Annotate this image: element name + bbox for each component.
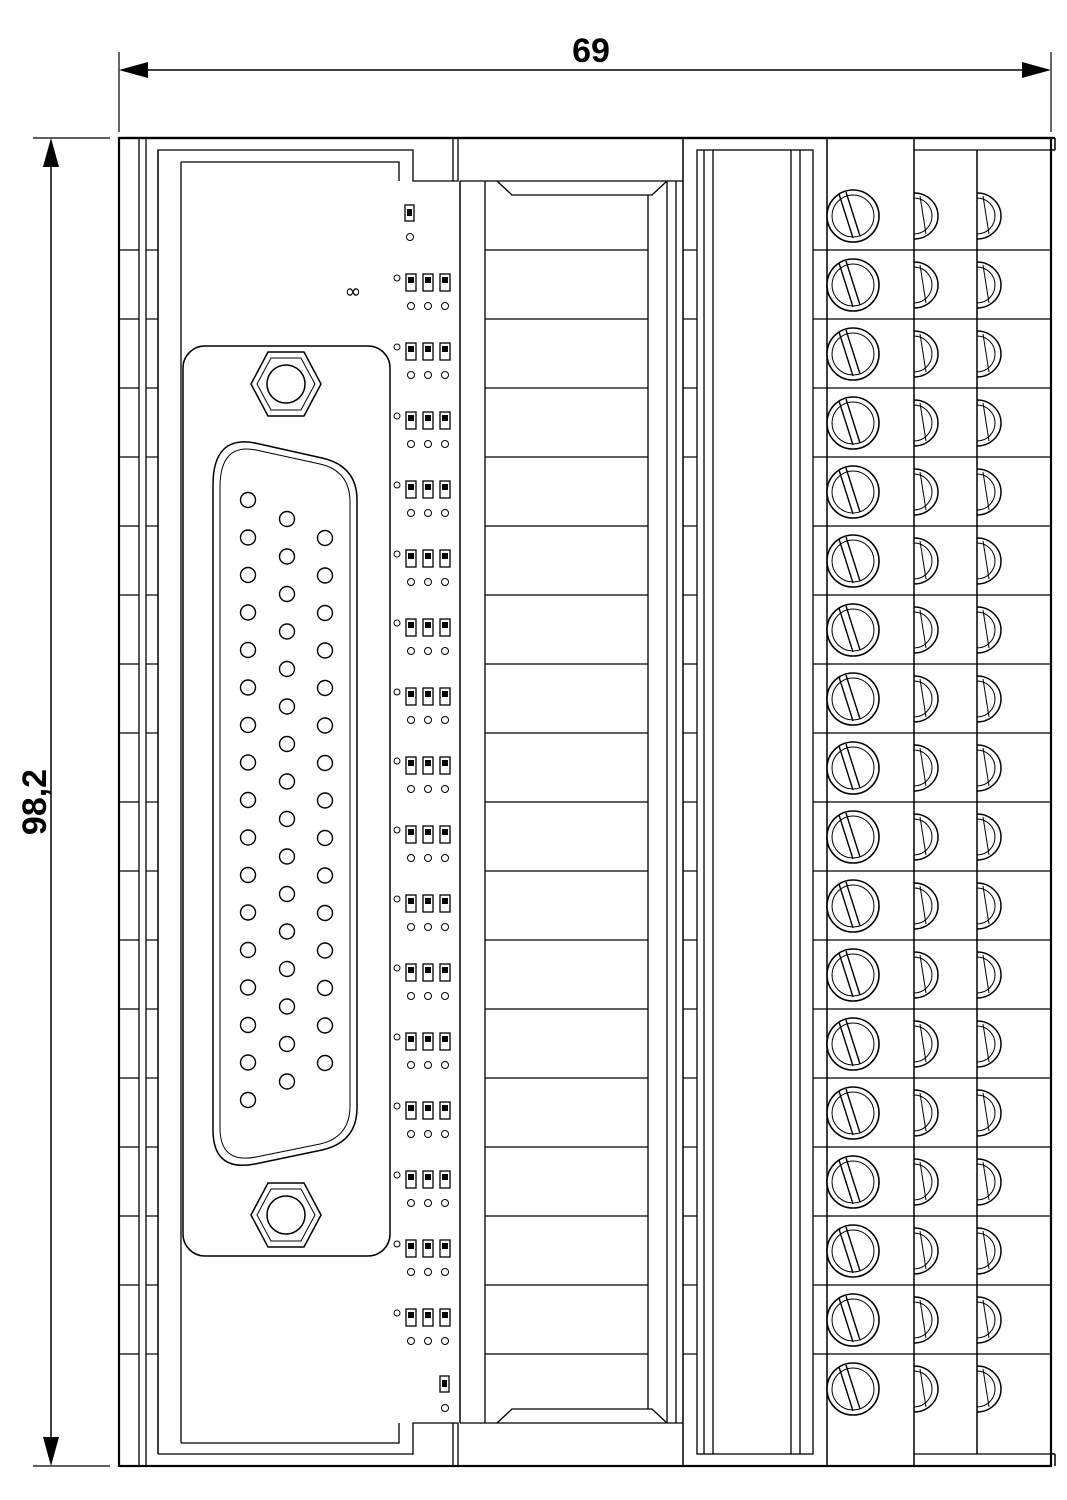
led-pad [425, 993, 432, 1000]
led-component-mark [425, 622, 431, 628]
led-group [394, 757, 450, 793]
led-component-mark [408, 691, 414, 697]
led-group [394, 1309, 450, 1345]
led-pad [442, 579, 449, 586]
led-component-mark [425, 484, 431, 490]
led-component-mark [442, 691, 448, 697]
led-pad-left [394, 827, 400, 833]
led-group [394, 964, 450, 1000]
led-pad [408, 441, 415, 448]
pcb-components [394, 205, 450, 1412]
led-component-mark [408, 1105, 414, 1111]
led-component-mark [408, 553, 414, 559]
dsub-pin [280, 1037, 295, 1052]
led-component-mark [442, 1036, 448, 1042]
dsub-pin [280, 737, 295, 752]
dsub-pin [241, 718, 256, 733]
led-pad [408, 993, 415, 1000]
led-component-mark [425, 1105, 431, 1111]
led-pad-left [394, 689, 400, 695]
led-pad [442, 1269, 449, 1276]
dsub-pin [318, 868, 333, 883]
led-component-mark [408, 622, 414, 628]
led-component-mark [442, 1174, 448, 1180]
led-component-mark [408, 1174, 414, 1180]
led-component-mark [408, 898, 414, 904]
led-pad [425, 855, 432, 862]
led-group [394, 688, 450, 724]
dsub-pin [241, 793, 256, 808]
dsub-pin [318, 793, 333, 808]
led-pad [425, 1131, 432, 1138]
led-component-mark [425, 1174, 431, 1180]
led-group [394, 619, 450, 655]
led-component-mark [408, 277, 414, 283]
led-pad [442, 1131, 449, 1138]
led-pad [408, 1131, 415, 1138]
led-pad-left [394, 965, 400, 971]
led-component-mark [425, 1243, 431, 1249]
led-pad [408, 372, 415, 379]
height-dimension [16, 138, 110, 1466]
led-pad-left [394, 896, 400, 902]
dsub-pin [241, 568, 256, 583]
led-component-mark [442, 1312, 448, 1318]
led-pad [408, 786, 415, 793]
dsub-pin [241, 530, 256, 545]
dsub-pin [280, 774, 295, 789]
led-pad-left [394, 551, 400, 557]
terminal-row-separators [119, 250, 1051, 1354]
led-pad [425, 786, 432, 793]
led-pad [425, 648, 432, 655]
led-component-mark [425, 553, 431, 559]
led-component-mark [408, 760, 414, 766]
dsub-pin [318, 981, 333, 996]
led-component-mark [425, 967, 431, 973]
led-component-mark [425, 760, 431, 766]
dsub-pin [280, 624, 295, 639]
dsub-pin [318, 531, 333, 546]
dsub-pin [280, 812, 295, 827]
led-pad [425, 717, 432, 724]
led-pad-left [394, 1034, 400, 1040]
width-label: 69 [572, 32, 610, 70]
pcb-label-symbol: ∞ [344, 279, 362, 303]
dsub-pin [241, 1093, 256, 1108]
led-component-mark [425, 415, 431, 421]
led-pad [425, 510, 432, 517]
led-pad [442, 510, 449, 517]
led-pad [442, 993, 449, 1000]
led-group [394, 550, 450, 586]
led-pad [408, 1200, 415, 1207]
led-pad [408, 717, 415, 724]
single-led-top-pad [407, 234, 414, 241]
led-pad [425, 1062, 432, 1069]
led-pad-left [394, 1310, 400, 1316]
dsub-pin [280, 587, 295, 602]
single-led-top-mark [407, 209, 412, 216]
led-component-mark [442, 346, 448, 352]
dsub-pin [280, 699, 295, 714]
led-group [394, 1102, 450, 1138]
width-dimension [119, 32, 1051, 132]
led-pad [442, 372, 449, 379]
led-pad-left [394, 620, 400, 626]
led-pad-left [394, 758, 400, 764]
led-component-mark [442, 829, 448, 835]
led-pad-left [394, 1103, 400, 1109]
led-component-mark [408, 1312, 414, 1318]
led-pad [408, 648, 415, 655]
led-pad [408, 924, 415, 931]
dsub-pin [280, 549, 295, 564]
dsub-pin [318, 643, 333, 658]
top-hex-nut-icon [251, 352, 321, 416]
led-pad [425, 1338, 432, 1345]
dsub-pin [280, 999, 295, 1014]
led-component-mark [408, 967, 414, 973]
led-component-mark [442, 967, 448, 973]
dsub-pin [318, 906, 333, 921]
led-group [394, 343, 450, 379]
led-pad [408, 855, 415, 862]
dsub-pin [318, 831, 333, 846]
led-pad [425, 441, 432, 448]
led-component-mark [442, 484, 448, 490]
led-component-mark [442, 622, 448, 628]
dsub-pin [241, 643, 256, 658]
dsub-pin [280, 962, 295, 977]
led-pad [442, 1338, 449, 1345]
led-component-mark [408, 829, 414, 835]
dsub-pin [241, 943, 256, 958]
dsub-pin [280, 887, 295, 902]
led-pad-left [394, 344, 400, 350]
led-pad [442, 717, 449, 724]
led-component-mark [442, 277, 448, 283]
led-component-mark [442, 760, 448, 766]
dsub-pin [280, 1074, 295, 1089]
led-pad [442, 441, 449, 448]
led-pad [408, 510, 415, 517]
led-component-mark [408, 415, 414, 421]
dsub-pin [241, 980, 256, 995]
led-component-mark [425, 346, 431, 352]
led-pad [425, 372, 432, 379]
led-component-mark [442, 1105, 448, 1111]
dsub-pin [241, 605, 256, 620]
led-component-mark [425, 829, 431, 835]
dsub-pin [318, 756, 333, 771]
led-pad [408, 579, 415, 586]
led-pad [425, 303, 432, 310]
led-group [394, 481, 450, 517]
led-group [394, 274, 450, 310]
led-component-mark [408, 1243, 414, 1249]
led-component-mark [425, 1036, 431, 1042]
dsub-pin [241, 868, 256, 883]
dsub-pin [318, 718, 333, 733]
led-group [394, 1240, 450, 1276]
dsub-connector [183, 346, 390, 1256]
dsub-pin [241, 830, 256, 845]
led-component-mark [425, 277, 431, 283]
led-group [394, 1171, 450, 1207]
dsub-pin [241, 680, 256, 695]
dsub-pin [241, 755, 256, 770]
dsub-pin [280, 662, 295, 677]
led-pad [408, 1269, 415, 1276]
led-pad-left [394, 275, 400, 281]
dsub-pin [318, 568, 333, 583]
led-component-mark [442, 553, 448, 559]
dsub-pin [241, 1018, 256, 1033]
led-pad [425, 1200, 432, 1207]
led-pad [442, 786, 449, 793]
led-pad-left [394, 1241, 400, 1247]
led-pad [442, 303, 449, 310]
led-pad-left [394, 482, 400, 488]
led-group [394, 412, 450, 448]
led-component-mark [425, 898, 431, 904]
led-component-mark [442, 415, 448, 421]
led-pad [425, 924, 432, 931]
led-pad [442, 924, 449, 931]
led-component-mark [425, 1312, 431, 1318]
dsub-pin [280, 849, 295, 864]
led-component-mark [408, 346, 414, 352]
led-pad [442, 855, 449, 862]
led-pad-left [394, 1172, 400, 1178]
dsub-pin [280, 512, 295, 527]
dsub-pin [318, 606, 333, 621]
dsub-pin [241, 493, 256, 508]
dsub-pin [241, 1055, 256, 1070]
led-pad [442, 1200, 449, 1207]
single-led-bottom-pad [442, 1405, 449, 1412]
led-pad [425, 579, 432, 586]
led-component-mark [442, 1243, 448, 1249]
dsub-pin [241, 905, 256, 920]
led-group [394, 895, 450, 931]
led-pad [442, 1062, 449, 1069]
led-group [394, 826, 450, 862]
led-component-mark [442, 898, 448, 904]
led-component-mark [425, 691, 431, 697]
led-pad [425, 1269, 432, 1276]
bottom-hex-nut-icon [251, 1183, 321, 1247]
led-pad-left [394, 413, 400, 419]
dsub-pin [318, 1018, 333, 1033]
led-pad [442, 648, 449, 655]
dsub-pin [318, 943, 333, 958]
dsub-pin [318, 1056, 333, 1071]
led-pad [408, 1338, 415, 1345]
dsub-pin [280, 924, 295, 939]
led-component-mark [408, 484, 414, 490]
led-pad [408, 303, 415, 310]
dsub-pin [318, 681, 333, 696]
height-label: 98,2 [16, 768, 54, 836]
dsub-pins [241, 493, 333, 1108]
led-pad [408, 1062, 415, 1069]
single-led-bottom-mark [442, 1380, 447, 1387]
led-group [394, 1033, 450, 1069]
led-component-mark [408, 1036, 414, 1042]
